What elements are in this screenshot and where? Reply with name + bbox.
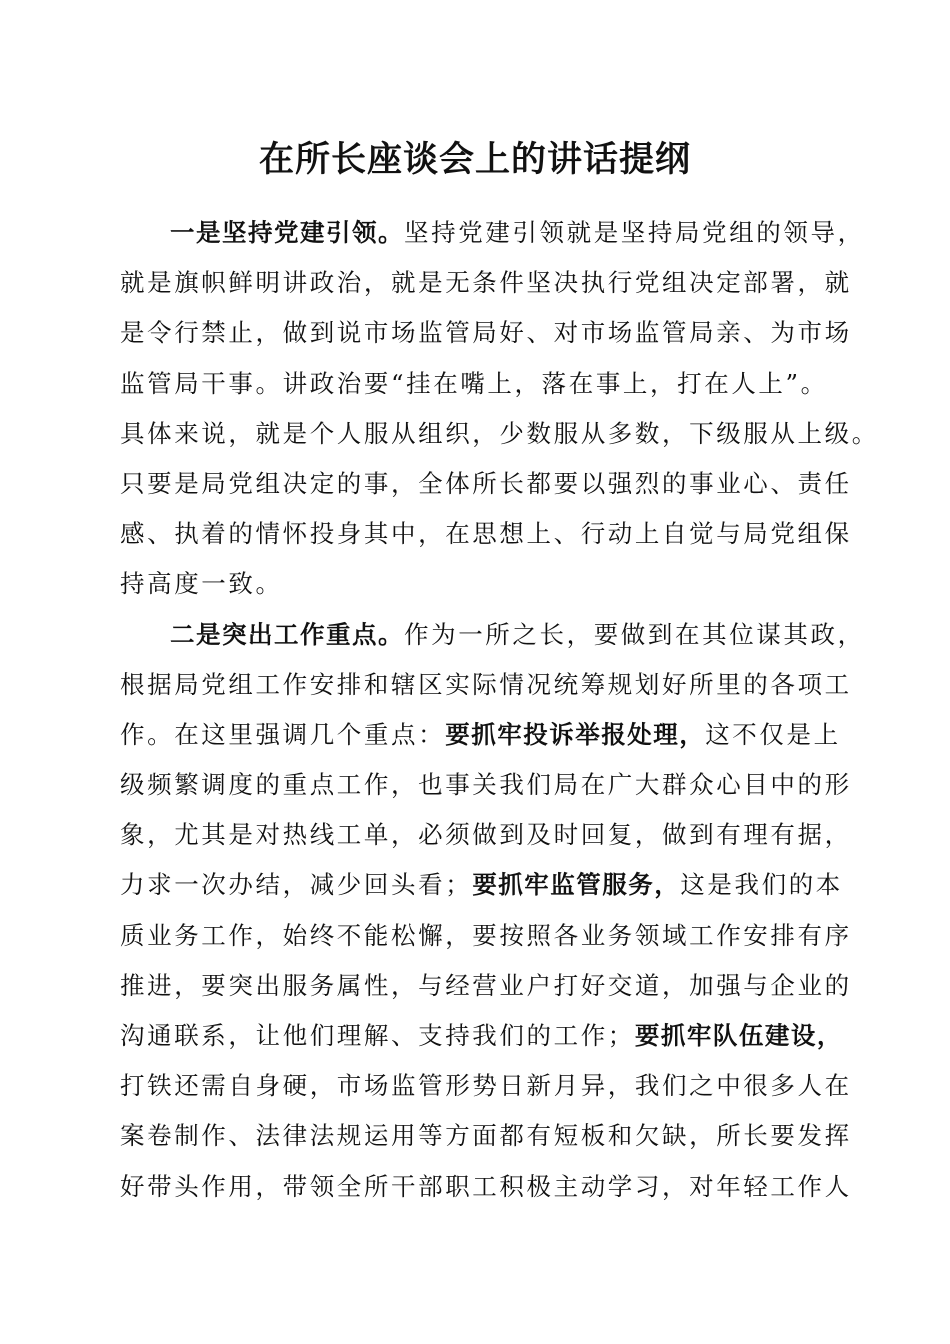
paragraph-2-line-3 bbox=[120, 710, 841, 760]
paragraph-2-line-2: 根据局党组工作安排和辖区实际情况统筹规划好所里的各项工 bbox=[120, 669, 852, 699]
paragraph-2-line-10: 打铁还需自身硬，市场监管形势日新月异，我们之中很多人在 bbox=[120, 1071, 852, 1101]
paragraph-1-line-3: 是令行禁止，做到说市场监管局好、对市场监管局亲、为市场 bbox=[120, 318, 852, 348]
paragraph-2-text: 这是我们的本 bbox=[680, 870, 843, 900]
document-body bbox=[120, 208, 879, 1212]
paragraph-1-line-2: 就是旗帜鲜明讲政治，就是无条件坚决执行党组决定部署，就 bbox=[120, 268, 852, 298]
paragraph-2-line-5: 象，尤其是对热线工单，必须做到及时回复，做到有理有据， bbox=[120, 820, 852, 850]
paragraph-2-text: 作。在这里强调几个重点： bbox=[120, 719, 446, 749]
paragraph-1-text: 坚持党建引领就是坚持局党组的领导， bbox=[404, 218, 865, 247]
paragraph-2-line-9 bbox=[120, 1011, 843, 1061]
paragraph-2-line-8: 推进，要突出服务属性，与经营业户打好交道，加强与企业的 bbox=[120, 970, 852, 1000]
emphasis-supervision-service: 要抓牢监管服务， bbox=[472, 870, 681, 900]
paragraph-2-line-12: 好带头作用，带领全所干部职工积极主动学习，对年轻工作人 bbox=[120, 1171, 852, 1201]
paragraph-2-line-4: 级频繁调度的重点工作，也事关我们局在广大群众心目中的形 bbox=[120, 770, 852, 800]
paragraph-2-text: 这不仅是上 bbox=[705, 719, 841, 749]
paragraph-2-text: 作为一所之长，要做到在其位谋其政， bbox=[404, 619, 865, 649]
paragraph-1-line-7: 感、执着的情怀投身其中，在思想上、行动上自觉与局党组保 bbox=[120, 519, 852, 549]
paragraph-2-line-6 bbox=[120, 860, 843, 910]
paragraph-2-line-11: 案卷制作、法律法规运用等方面都有短板和欠缺，所长要发挥 bbox=[120, 1121, 852, 1151]
paragraph-1-line-5: 具体来说，就是个人服从组织，少数服从多数，下级服从上级。 bbox=[120, 418, 879, 448]
emphasis-complaint-handling: 要抓牢投诉举报处理， bbox=[445, 719, 706, 749]
paragraph-2-text: 沟通联系，让他们理解、支持我们的工作； bbox=[120, 1021, 635, 1050]
paragraph-1-line-4: 监管局干事。讲政治要“挂在嘴上，落在事上，打在人上”。 bbox=[120, 368, 828, 398]
emphasis-team-building: 要抓牢队伍建设， bbox=[634, 1021, 843, 1050]
paragraph-1-line-1 bbox=[120, 208, 865, 258]
paragraph-1-lead: 一是坚持党建引领。 bbox=[170, 218, 404, 247]
paragraph-2-text: 力求一次办结，减少回头看； bbox=[120, 870, 473, 900]
paragraph-1-line-8: 持高度一致。 bbox=[120, 569, 283, 599]
paragraph-1-line-6: 只要是局党组决定的事，全体所长都要以强烈的事业心、责任 bbox=[120, 468, 852, 498]
paragraph-2-line-7: 质业务工作，始终不能松懈，要按照各业务领域工作安排有序 bbox=[120, 920, 852, 950]
paragraph-2-line-1 bbox=[120, 610, 865, 660]
paragraph-2-lead: 二是突出工作重点。 bbox=[170, 619, 404, 649]
document-title: 在所长座谈会上的讲话提纲 bbox=[258, 139, 691, 180]
